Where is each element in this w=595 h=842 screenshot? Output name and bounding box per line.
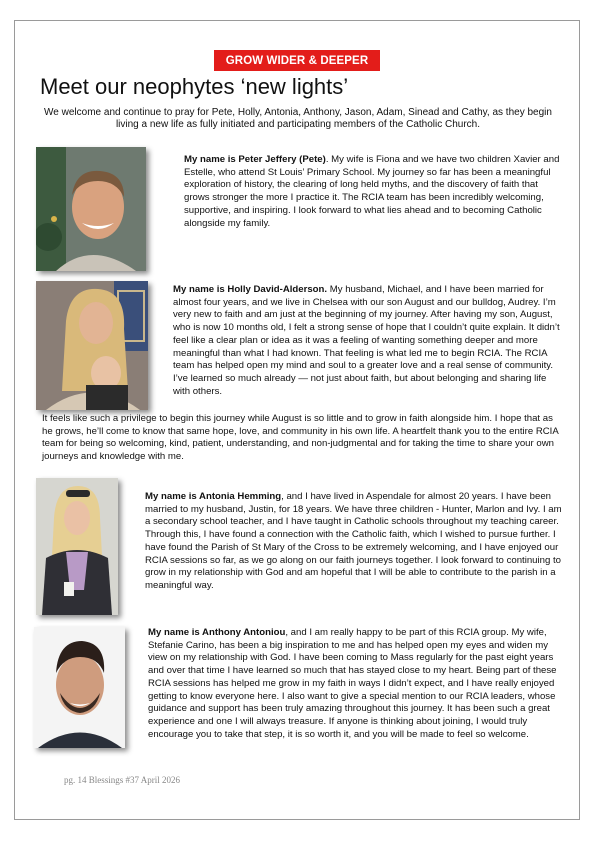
bio-text-peter: . My wife is Fiona and we have two children Xavier and Estelle, who attend St Louis’ Primary School. My journey so far has been a meaningful exploration of history, the clearing of long held myths, and the discovery of faith that grows stronger the more I practice it. The RCIA team has been incredibly welcoming, supportive, and inspiring. I look forward to what lies ahead and to becoming Catholic alongside my family. [184, 154, 560, 229]
bio-name-peter: My name is Peter Jeffery (Pete) [184, 154, 326, 165]
photo-anthony-antoniou [34, 627, 125, 748]
photo-antonia-hemming [36, 478, 118, 615]
bio-name-antonia: My name is Antonia Hemming [145, 491, 282, 502]
page-title: Meet our neophytes ‘new lights’ [40, 74, 349, 99]
banner-label: GROW WIDER & DEEPER [225, 54, 369, 67]
bio-text-holly: My husband, Michael, and I have been married for almost four years, and we live in Chelsea with our son August and our bulldog, Audrey. I’m very new to faith and am just at the beginning of my journey. After having my son, August, who is now 10 months old, I felt a strong sense of hope that I couldn’t quite explain. It didn’t feel like a clear plan or idea as it was a feeling of wanting something deeper and more meaningful than what I had known. That feeling is what led me to begin RCIA. The RCIA team has helped open my mind and soul to a greater love and a real sense of community. I’ve learned so much already — not just about faith, but about belonging and sharing life with others. [173, 284, 560, 397]
bio-holly-david-alderson [173, 284, 565, 398]
bio-text-antonia: , and I have lived in Aspendale for almost 20 years. I have been married to my husband, Justin, for 18 years. We have three children - Hunter, Marlon and Ivy. I am a secondary school teacher, and I have taught in Catholic schools throughout my teaching career. Through this, I have found a connection with the Catholic faith, which I wished to pursue further. I have found the Parish of St Mary of the Cross to be extremely welcoming, and I have enjoyed our RCIA sessions so far, as we go along on our faith journeys together. I look forward to continuing to grow in my relationship with God and am hopeful that I will be able to contribute to the parish in a meaningful way. [145, 491, 562, 591]
bio-anthony-antoniou [148, 627, 566, 741]
section-banner [214, 50, 380, 71]
bio-name-holly: My name is Holly David-Alderson. [173, 284, 328, 295]
bio-antonia-hemming [145, 491, 565, 593]
page-footer: pg. 14 Blessings #37 April 2026 [64, 775, 181, 785]
photo-holly-david-alderson [36, 281, 148, 410]
bio-peter-jeffery [184, 154, 564, 230]
bio-text-anthony: , and I am really happy to be part of this RCIA group. My wife, Stefanie Carino, has been a big inspiration to me and has helped open my eyes and widen my view on my relationship with God. I have been coming to Mass regularly for the past eight years and over that time I have learned so much that has stayed close to my heart. Being part of these RCIA sessions has helped me grow in my faith in ways I didn’t expect, and I have really enjoyed getting to know everyone here. I also want to give a special mention to our RCIA leaders, whose guidance and support has been truly amazing throughout this journey. It has been such a great experience and one I will always treasure. If anyone is thinking about joining, I would truly encourage you to take that step, it is so worth it, and you will be made to feel so welcome. [148, 627, 557, 740]
bio-holly-continuation: It feels like such a privilege to begin this journey while August is so little and to grow in faith alongside him. I hope that as he grows, he’ll come to know that same hope, love, and community in his own life. A heartfelt thank you to the entire RCIA team for being so welcoming, kind, patient, understanding, and non-judgmental and for taking the time to share your own journeys and knowledge with me. [42, 413, 559, 463]
intro-paragraph: We welcome and continue to pray for Pete, Holly, Antonia, Anthony, Jason, Adam, Sinead and Cathy, as they begin living a new life as fully initiated and participating members of the Catholic Church. [44, 107, 552, 131]
bio-name-anthony: My name is Anthony Antoniou [148, 627, 286, 638]
photo-peter-jeffery [36, 147, 146, 271]
